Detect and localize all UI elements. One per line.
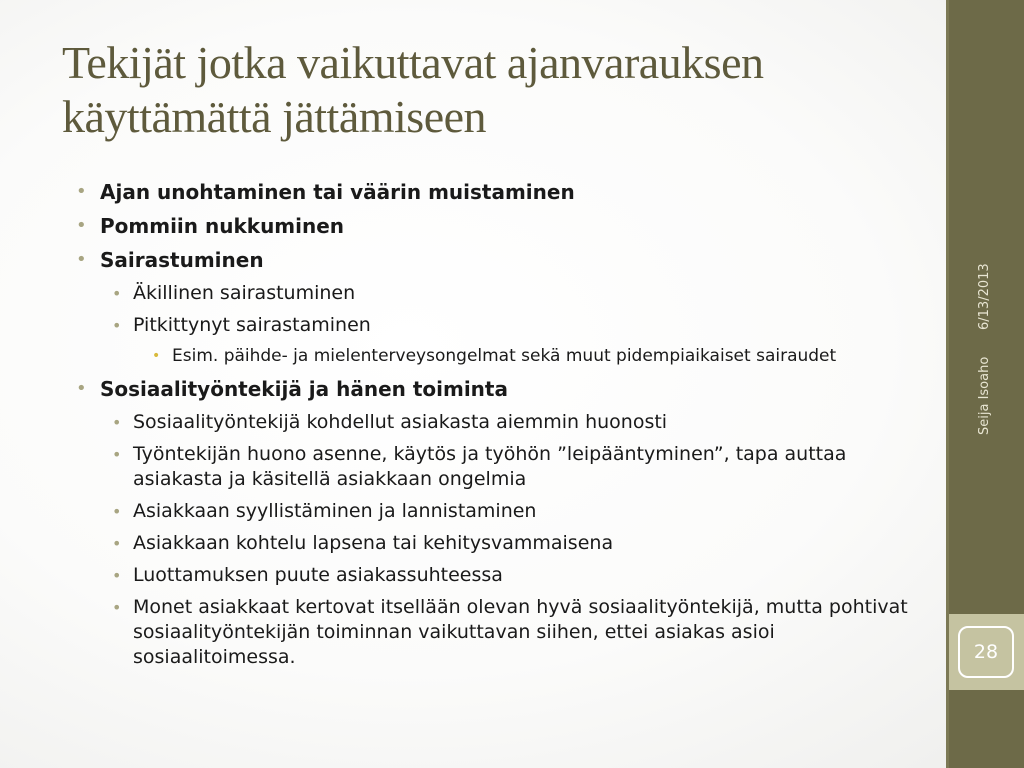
sub-bullet-text: Pitkittynyt sairastaminen — [133, 314, 371, 336]
sub-sub-bullet-list — [101, 346, 916, 367]
bullet-icon: • — [112, 502, 122, 521]
sub-bullet-item — [100, 442, 916, 492]
sub-bullet-text: Asiakkaan kohtelu lapsena tai kehitysvammaisena — [133, 532, 614, 554]
bullet-icon: • — [112, 413, 122, 432]
slide-title: Tekijät jotka vaikuttavat ajanvarauksen käyttämättä jättämiseen — [62, 37, 764, 142]
bullet-icon: • — [112, 566, 122, 585]
bullet-icon: • — [152, 348, 161, 364]
sub-sub-bullet-text: Esim. päihde- ja mielenterveysongelmat sekä muut pidempiaikaiset sairaudet — [172, 346, 837, 366]
bullet-icon: • — [112, 284, 122, 303]
bullet-item — [76, 377, 916, 670]
bullet-item — [76, 180, 916, 204]
sub-bullet-text: Työntekijän huono asenne, käytös ja työhön ”leipääntyminen”, tapa auttaa asiakasta ja käsitellä asiakkaan ongelmia — [133, 443, 847, 490]
bullet-list — [76, 180, 916, 670]
sub-bullet-item — [100, 281, 916, 306]
bullet-icon: • — [76, 378, 87, 399]
slide-author: Seija Isoaho — [977, 356, 992, 435]
page-number: 28 — [973, 641, 999, 663]
sub-bullet-item — [100, 499, 916, 524]
bullet-text: Sosiaalityöntekijä ja hänen toiminta — [100, 377, 508, 401]
sub-bullet-text: Äkillinen sairastuminen — [133, 282, 356, 304]
sub-bullet-item — [100, 563, 916, 588]
sub-bullet-text: Sosiaalityöntekijä kohdellut asiakasta aiemmin huonosti — [133, 411, 668, 433]
bullet-item — [76, 214, 916, 238]
sub-bullet-item — [100, 595, 916, 670]
bullet-icon: • — [76, 215, 87, 236]
bullet-icon: • — [76, 181, 87, 202]
bullet-icon: • — [112, 316, 122, 335]
slide-content — [76, 180, 916, 680]
sub-sub-bullet-item — [101, 346, 916, 367]
sub-bullet-text: Asiakkaan syyllistäminen ja lannistaminen — [133, 500, 537, 522]
sub-bullet-text: Monet asiakkaat kertovat itsellään olevan hyvä sosiaalityöntekijä, mutta pohtivat sosiaalityöntekijän toiminnan vaikuttavan siihen, ettei asiakas asioi sosiaalitoimessa. — [133, 596, 908, 668]
bullet-icon: • — [112, 534, 122, 553]
sub-bullet-list — [100, 410, 916, 670]
bullet-text: Pommiin nukkuminen — [100, 214, 345, 238]
bullet-icon: • — [76, 249, 87, 270]
sub-bullet-item — [100, 313, 916, 367]
sub-bullet-item — [100, 531, 916, 556]
bullet-text: Sairastuminen — [100, 248, 264, 272]
sub-bullet-text: Luottamuksen puute asiakassuhteessa — [133, 564, 503, 586]
sub-bullet-item — [100, 410, 916, 435]
slide-date: 6/13/2013 — [977, 263, 992, 330]
bullet-item — [76, 248, 916, 367]
bullet-icon: • — [112, 445, 122, 464]
bullet-text: Ajan unohtaminen tai väärin muistaminen — [100, 180, 575, 204]
bullet-icon: • — [112, 598, 122, 617]
sub-bullet-list — [100, 281, 916, 367]
